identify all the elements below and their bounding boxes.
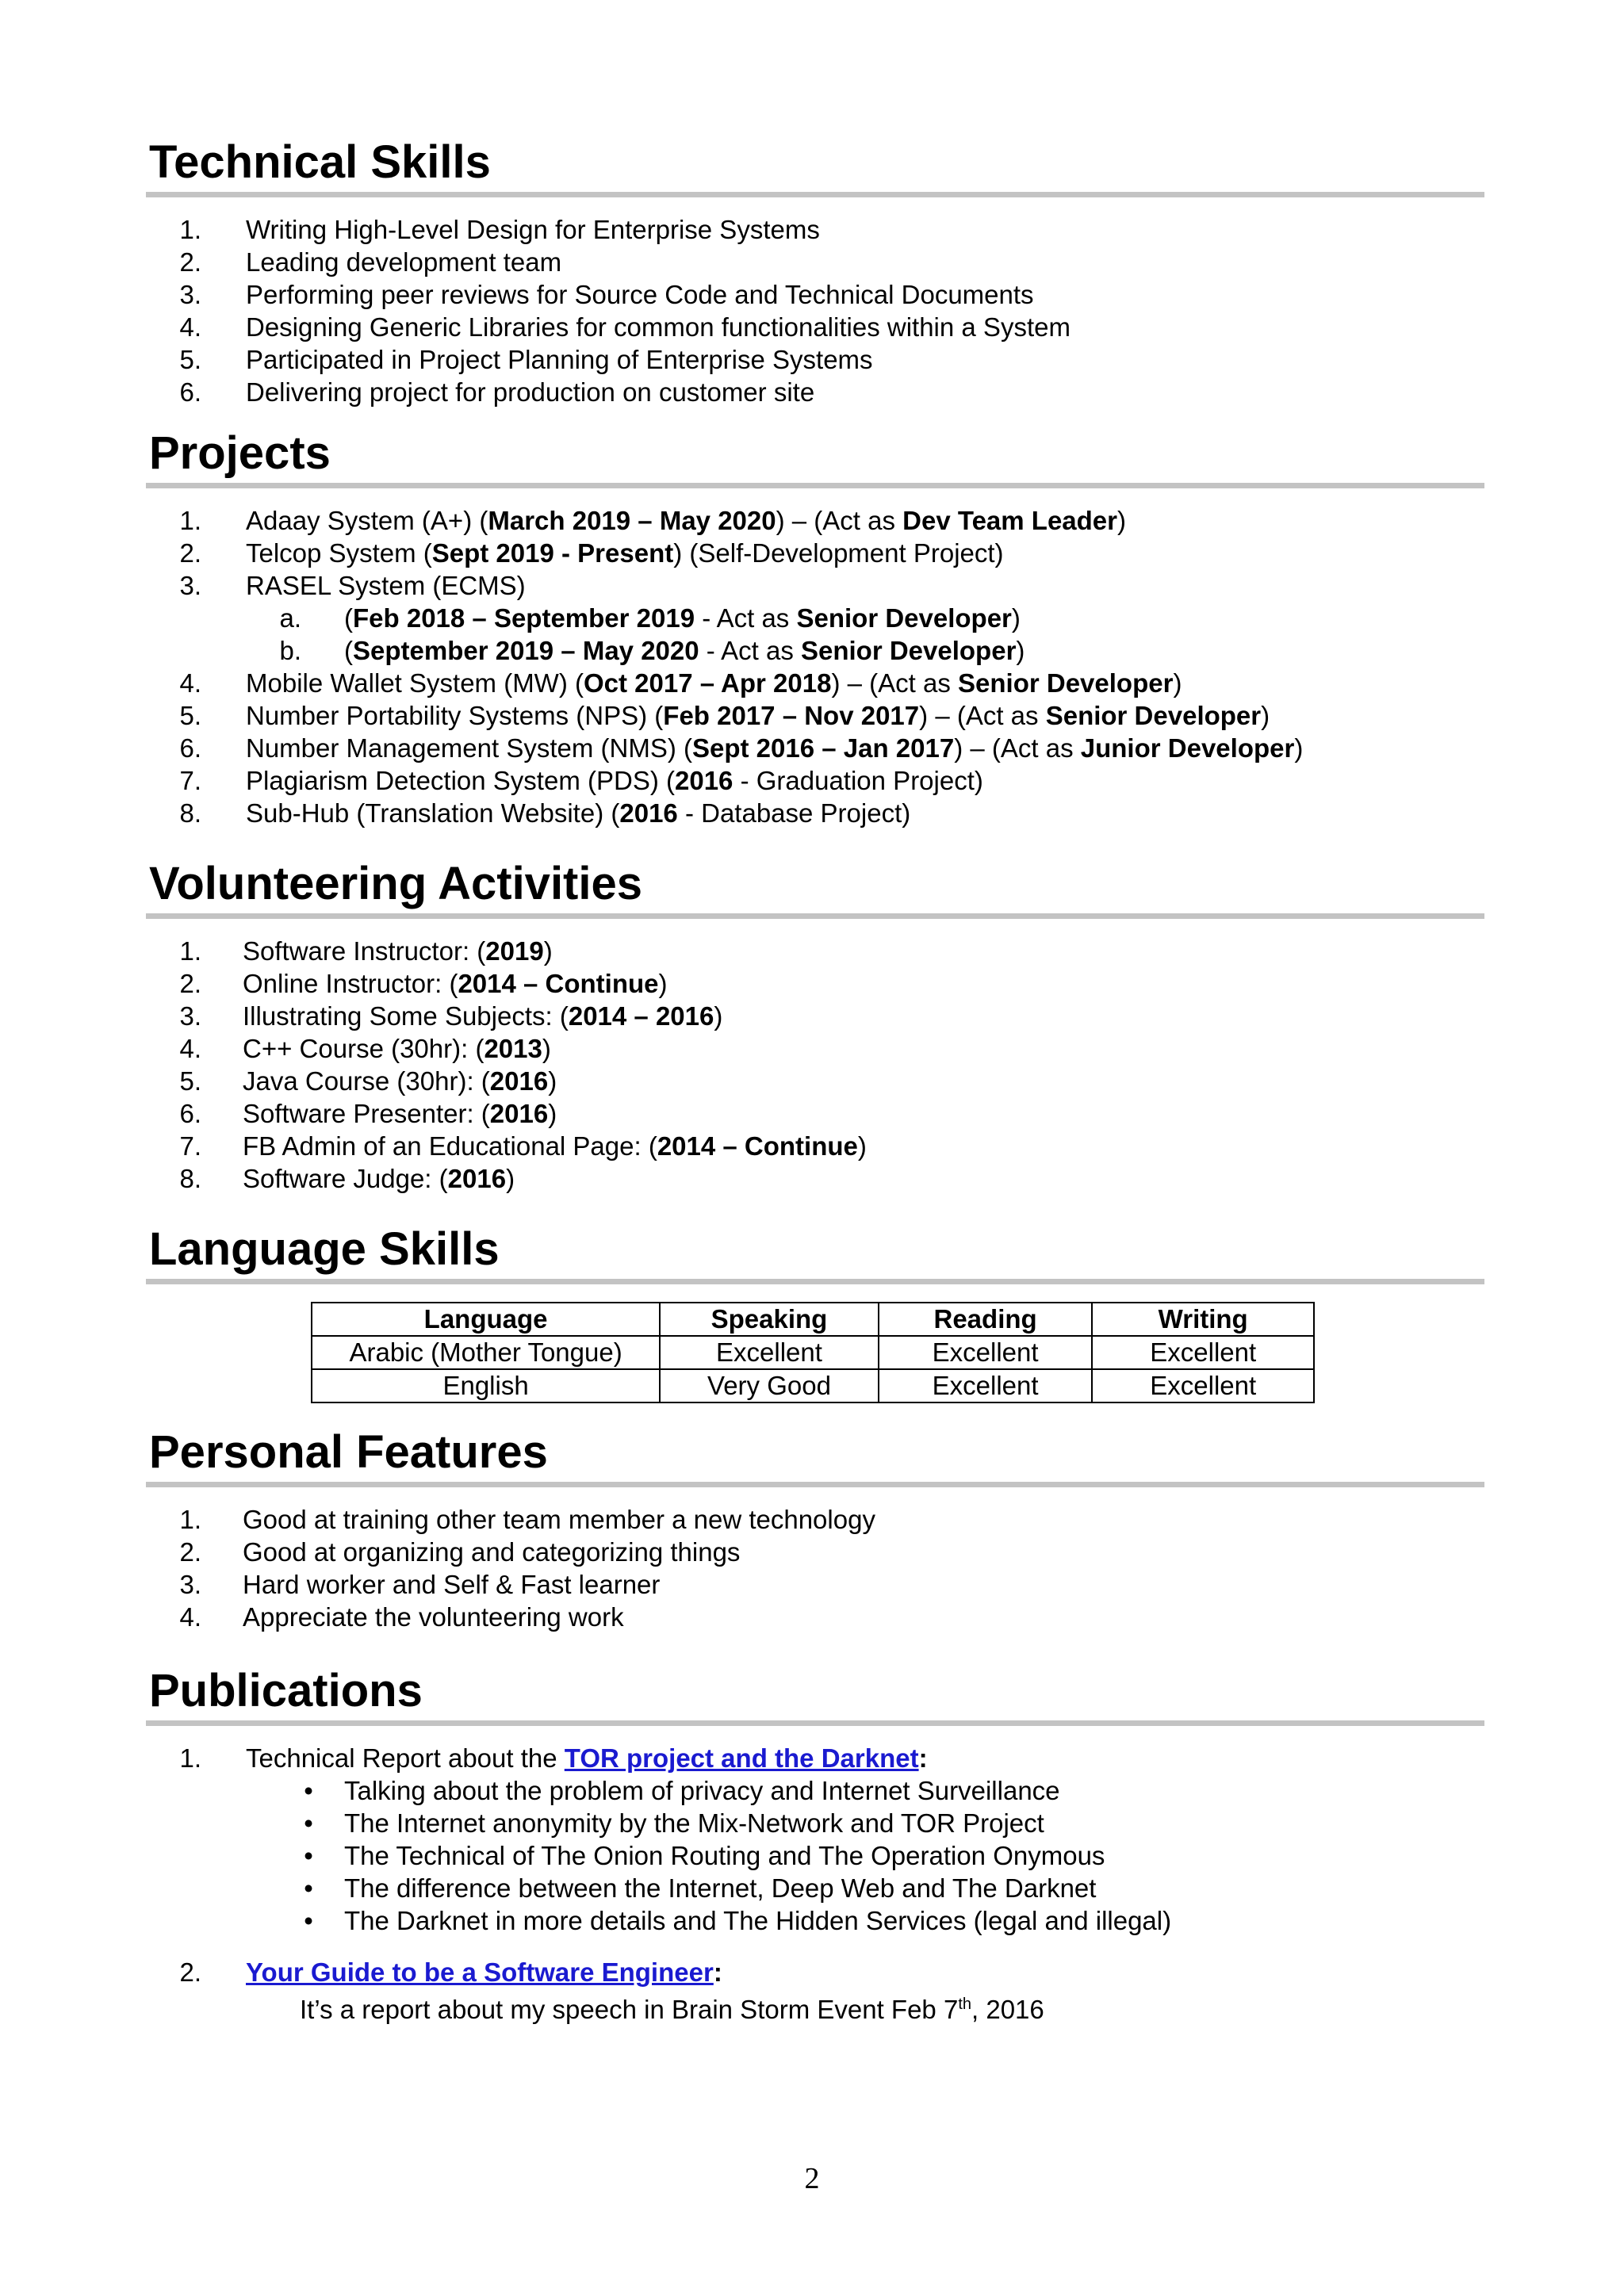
list-number: 8. (179, 798, 201, 828)
section-title: Projects (149, 427, 331, 479)
list-number: 1. (179, 936, 201, 966)
list-number: 3. (179, 280, 201, 309)
list-number: 2. (179, 247, 201, 277)
list-item (146, 699, 1484, 732)
list-item (146, 1503, 1484, 1536)
publication-description (300, 1988, 1044, 2024)
bullet-text: Talking about the problem of privacy and Internet Surveillance (344, 1776, 1060, 1805)
list-item (146, 602, 1484, 634)
software-engineer-guide-link[interactable]: Your Guide to be a Software Engineer (246, 1957, 714, 1987)
list-text: Adaay System (A+) (March 2019 – May 2020) – (Act as Dev Team Leader) (246, 506, 1127, 535)
list-number: 3. (179, 571, 201, 600)
bullet-item (146, 1807, 1484, 1839)
list-item (146, 569, 1484, 602)
list-text: Good at organizing and categorizing things (243, 1537, 741, 1567)
list-item (146, 667, 1484, 699)
section-divider (146, 913, 1484, 919)
list-number: 3. (179, 1001, 201, 1031)
list-item (146, 935, 1484, 967)
list-text: Software Judge: (2016) (243, 1164, 515, 1193)
bullet-item (146, 1774, 1484, 1807)
list-text: Mobile Wallet System (MW) (Oct 2017 – Apr 2018) – (Act as Senior Developer) (246, 668, 1182, 698)
list-text: RASEL System (ECMS) (246, 571, 526, 600)
list-item (146, 1956, 1484, 1988)
table-cell: Excellent (1092, 1369, 1314, 1402)
language-skills-table (311, 1302, 1315, 1403)
list-text: Writing High-Level Design for Enterprise Systems (246, 215, 820, 244)
projects-list (146, 504, 1484, 829)
list-item (146, 732, 1484, 764)
list-text: Performing peer reviews for Source Code and Technical Documents (246, 280, 1034, 309)
list-text: Participated in Project Planning of Enterprise Systems (246, 345, 873, 374)
list-text: FB Admin of an Educational Page: (2014 – Continue) (243, 1131, 867, 1161)
superscript: th (958, 1996, 971, 2013)
section-divider (146, 1482, 1484, 1487)
list-number: 4. (179, 312, 201, 342)
bullet-item (146, 1872, 1484, 1904)
list-item (146, 246, 1484, 278)
list-item (146, 376, 1484, 408)
table-header-cell: Reading (879, 1303, 1093, 1336)
description-text: It’s a report about my speech in Brain Storm Event Feb 7 (300, 1995, 959, 2024)
list-item (146, 213, 1484, 246)
list-item (146, 967, 1484, 1000)
list-text: Good at training other team member a new technology (243, 1505, 875, 1534)
section-projects (146, 427, 1484, 829)
table-cell: Excellent (879, 1336, 1093, 1369)
bullet-text: The Darknet in more details and The Hidden Services (legal and illegal) (344, 1906, 1172, 1935)
table-cell: Arabic (Mother Tongue) (312, 1336, 660, 1369)
list-number: 4. (179, 1034, 201, 1063)
list-item (146, 1601, 1484, 1633)
table-cell: Excellent (660, 1336, 879, 1369)
list-text: Java Course (30hr): (2016) (243, 1066, 557, 1096)
section-divider (146, 1720, 1484, 1726)
list-number: 1. (179, 1743, 201, 1773)
list-item (146, 278, 1484, 311)
section-divider (146, 192, 1484, 197)
bullet-icon: • (304, 1776, 313, 1805)
list-number: 5. (179, 345, 201, 374)
list-number: 6. (179, 1099, 201, 1128)
list-item (146, 634, 1484, 667)
section-title: Publications (149, 1665, 423, 1716)
list-number: 1. (179, 1505, 201, 1534)
list-item (146, 1032, 1484, 1065)
section-technical-skills (146, 136, 1484, 408)
publications-list (146, 1742, 1484, 2059)
list-number: 5. (179, 1066, 201, 1096)
page-number: 2 (804, 2162, 820, 2195)
bullet-icon: • (304, 1873, 313, 1903)
section-language-skills (146, 1223, 1484, 1284)
bullet-item (146, 1904, 1484, 1937)
list-number: b. (279, 636, 301, 665)
list-item (146, 1065, 1484, 1097)
volunteering-list (146, 935, 1484, 1195)
list-item (146, 764, 1484, 797)
list-number: 1. (179, 215, 201, 244)
table-cell: English (312, 1369, 660, 1402)
table-cell: Very Good (660, 1369, 879, 1402)
list-text (246, 1956, 722, 1988)
section-divider (146, 483, 1484, 488)
list-number: 7. (179, 1131, 201, 1161)
list-text: Sub-Hub (Translation Website) (2016 - Database Project) (246, 798, 911, 828)
bullet-icon: • (304, 1841, 313, 1870)
list-number: 2. (179, 1957, 201, 1987)
list-number: 1. (179, 506, 201, 535)
bullet-icon: • (304, 1906, 313, 1935)
section-publications (146, 1665, 1484, 2059)
table-header-cell: Speaking (660, 1303, 879, 1336)
tor-report-link[interactable]: TOR project and the Darknet (564, 1743, 919, 1773)
list-item (146, 504, 1484, 537)
publication-prefix: Technical Report about the (246, 1743, 565, 1773)
section-title: Technical Skills (149, 136, 491, 188)
publication-colon: : (713, 1957, 722, 1987)
list-text: (Feb 2018 – September 2019 - Act as Senior Developer) (344, 603, 1021, 633)
bullet-item (146, 1839, 1484, 1872)
list-text: Hard worker and Self & Fast learner (243, 1570, 661, 1599)
section-divider (146, 1279, 1484, 1284)
table-header-row (312, 1303, 1314, 1336)
table-cell: Excellent (879, 1369, 1093, 1402)
list-text: Delivering project for production on customer site (246, 377, 815, 407)
list-item (146, 1162, 1484, 1195)
list-text: Plagiarism Detection System (PDS) (2016 - Graduation Project) (246, 766, 983, 795)
list-text: (September 2019 – May 2020 - Act as Senior Developer) (344, 636, 1025, 665)
list-text: Leading development team (246, 247, 562, 277)
list-item (146, 311, 1484, 343)
list-item (146, 1000, 1484, 1032)
table-row (312, 1369, 1314, 1402)
list-item (146, 1536, 1484, 1568)
list-number: 8. (179, 1164, 201, 1193)
section-title: Personal Features (149, 1426, 548, 1478)
list-number: 3. (179, 1570, 201, 1599)
list-number: 2. (179, 969, 201, 998)
list-number: a. (279, 603, 301, 633)
bullet-text: The Internet anonymity by the Mix-Network and TOR Project (344, 1808, 1044, 1838)
table-row (312, 1336, 1314, 1369)
list-text: Software Presenter: (2016) (243, 1099, 557, 1128)
list-item (146, 797, 1484, 829)
list-text: C++ Course (30hr): (2013) (243, 1034, 551, 1063)
list-text: Software Instructor: (2019) (243, 936, 553, 966)
section-volunteering (146, 858, 1484, 1195)
list-item (146, 537, 1484, 569)
list-number: 7. (179, 766, 201, 795)
list-number: 5. (179, 701, 201, 730)
list-text: Number Portability Systems (NPS) (Feb 2017 – Nov 2017) – (Act as Senior Developer) (246, 701, 1270, 730)
publication-colon: : (918, 1743, 928, 1773)
bullet-icon: • (304, 1808, 313, 1838)
section-personal-features (146, 1426, 1484, 1633)
list-number: 2. (179, 538, 201, 568)
table-header-cell: Language (312, 1303, 660, 1336)
list-text (246, 1742, 928, 1774)
list-number: 4. (179, 1602, 201, 1632)
list-text: Appreciate the volunteering work (243, 1602, 624, 1632)
list-number: 4. (179, 668, 201, 698)
list-number: 2. (179, 1537, 201, 1567)
list-number: 6. (179, 733, 201, 763)
bullet-text: The Technical of The Onion Routing and The Operation Onymous (344, 1841, 1105, 1870)
table-header-cell: Writing (1092, 1303, 1314, 1336)
list-item (146, 1130, 1484, 1162)
list-text: Number Management System (NMS) (Sept 2016 – Jan 2017) – (Act as Junior Developer) (246, 733, 1304, 763)
list-number: 6. (179, 377, 201, 407)
personal-features-list (146, 1503, 1484, 1633)
list-item (146, 1097, 1484, 1130)
section-title: Language Skills (149, 1223, 500, 1275)
list-item (146, 343, 1484, 376)
list-text: Telcop System (Sept 2019 - Present) (Self-Development Project) (246, 538, 1004, 568)
table-cell: Excellent (1092, 1336, 1314, 1369)
technical-skills-list (146, 213, 1484, 408)
list-text: Illustrating Some Subjects: (2014 – 2016) (243, 1001, 723, 1031)
description-date-suffix: , 2016 (971, 1995, 1044, 2024)
list-item (146, 1742, 1484, 1774)
publication-bullet-list (146, 1774, 1484, 1937)
list-item (146, 1568, 1484, 1601)
section-title: Volunteering Activities (149, 858, 642, 909)
bullet-text: The difference between the Internet, Deep Web and The Darknet (344, 1873, 1097, 1903)
list-text: Online Instructor: (2014 – Continue) (243, 969, 668, 998)
list-text: Designing Generic Libraries for common functionalities within a System (246, 312, 1071, 342)
